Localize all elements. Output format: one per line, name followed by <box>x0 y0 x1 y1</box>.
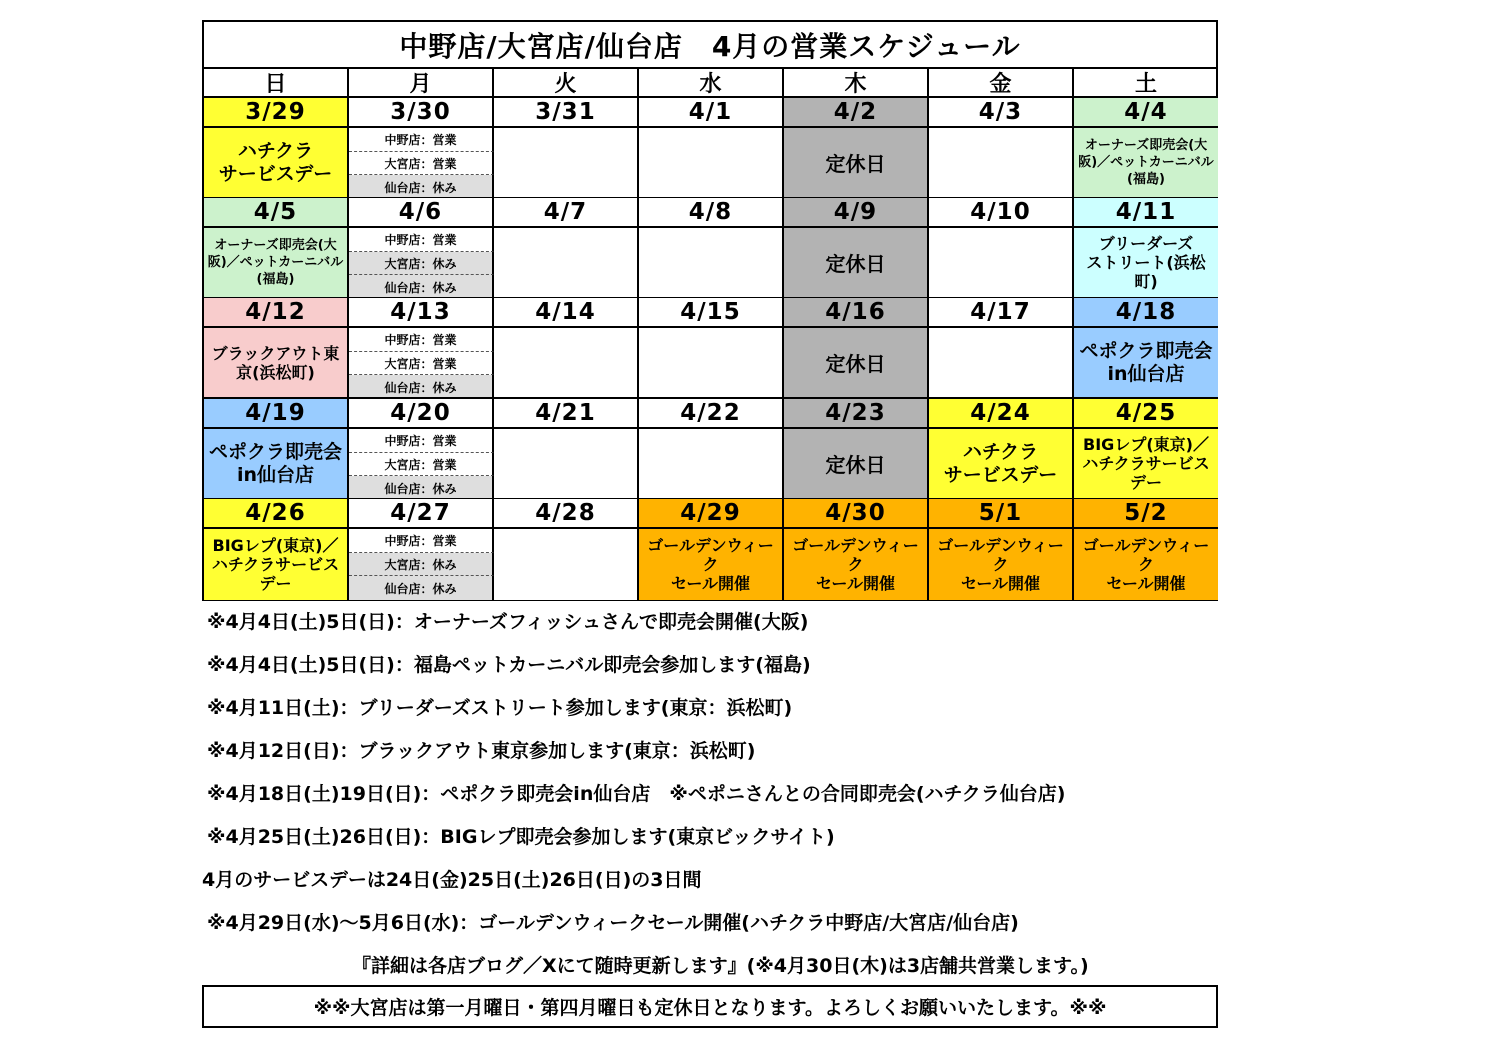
store-status: 仙台店：休み <box>349 375 494 399</box>
date-cell: 4/9 <box>784 198 929 228</box>
day-body <box>929 128 1074 199</box>
date-cell: 4/18 <box>1074 298 1218 328</box>
note-line: ※4月12日(日)：ブラックアウト東京参加します(東京：浜松町) <box>207 740 756 762</box>
event-label: ゴールデンウィーク セール開催 <box>792 536 919 593</box>
event-label: オーナーズ即売会(大阪)／ペットカーニバル(福島) <box>1078 138 1214 187</box>
date-cell: 4/23 <box>784 399 929 429</box>
day-body <box>639 328 784 399</box>
note-line: ※4月4日(土)5日(日)：福島ペットカーニバル即売会参加します(福島) <box>207 654 811 676</box>
event-label: ブラックアウト東京(浜松町) <box>211 343 340 382</box>
day-body <box>204 128 349 199</box>
event-label: ゴールデンウィーク セール開催 <box>1082 536 1210 593</box>
day-body <box>204 529 349 600</box>
date-cell: 4/11 <box>1074 198 1218 228</box>
date-cell: 4/25 <box>1074 399 1218 429</box>
store-status: 大宮店：休み <box>349 553 494 576</box>
store-status: 中野店：営業 <box>349 128 494 152</box>
date-cell: 4/16 <box>784 298 929 328</box>
date-cell: 4/8 <box>639 198 784 228</box>
note-update-info: 『詳細は各店ブログ／Xにて随時更新します』(※4月30日(木)は3店舗共営業します。) <box>352 955 1089 977</box>
day-body <box>639 228 784 299</box>
date-cell: 4/20 <box>349 399 494 429</box>
date-cell: 3/29 <box>204 98 349 128</box>
store-status: 中野店：営業 <box>349 429 494 453</box>
date-cell: 4/15 <box>639 298 784 328</box>
event-label: ブリーダーズ ストリート(浜松町) <box>1086 234 1206 291</box>
date-cell: 3/30 <box>349 98 494 128</box>
closed-day-label: 定休日 <box>825 352 886 376</box>
day-body <box>1074 328 1218 399</box>
footer-notice: ※※大宮店は第一月曜日・第四月曜日も定休日となります。よろしくお願いいたします。※※ <box>202 985 1218 1028</box>
date-cell: 4/24 <box>929 399 1074 429</box>
day-body <box>1074 228 1218 299</box>
weekday-header: 火 <box>494 69 639 98</box>
date-cell: 4/4 <box>1074 98 1218 128</box>
store-status: 仙台店：休み <box>349 175 494 199</box>
date-cell: 4/7 <box>494 198 639 228</box>
date-cell: 4/19 <box>204 399 349 429</box>
day-body <box>784 429 929 500</box>
date-cell: 4/26 <box>204 499 349 529</box>
date-cell: 4/14 <box>494 298 639 328</box>
store-status: 仙台店：休み <box>349 576 494 600</box>
date-cell: 4/13 <box>349 298 494 328</box>
store-status: 中野店：営業 <box>349 328 494 352</box>
day-body <box>784 128 929 199</box>
event-label: BIGレプ(東京)／ハチクラサービスデー <box>1082 435 1210 492</box>
day-body <box>204 429 349 500</box>
note-line: ※4月29日(水)～5月6日(水)：ゴールデンウィークセール開催(ハチクラ中野店/大宮店/仙台店) <box>207 912 1019 934</box>
day-body <box>204 328 349 399</box>
schedule-table <box>202 20 1218 601</box>
note-line: 4月のサービスデーは24日(金)25日(土)26日(日)の3日間 <box>202 869 702 891</box>
date-cell: 3/31 <box>494 98 639 128</box>
note-line: ※4月4日(土)5日(日)：オーナーズフィッシュさんで即売会開催(大阪) <box>207 611 809 633</box>
day-body <box>494 328 639 399</box>
note-line: ※4月11日(土)：ブリーダーズストリート参加します(東京：浜松町) <box>207 697 793 719</box>
day-body <box>929 328 1074 399</box>
event-label: オーナーズ即売会(大阪)／ペットカーニバル(福島) <box>207 238 344 287</box>
store-status: 大宮店：休み <box>349 252 494 275</box>
date-cell: 4/12 <box>204 298 349 328</box>
weekday-header: 日 <box>204 69 349 98</box>
day-body <box>1074 529 1218 600</box>
date-cell: 4/1 <box>639 98 784 128</box>
date-cell: 5/2 <box>1074 499 1218 529</box>
day-body <box>784 328 929 399</box>
day-body <box>929 228 1074 299</box>
note-line: ※4月25日(土)26日(日)：BIGレプ即売会参加します(東京ビックサイト) <box>207 826 835 848</box>
store-status: 仙台店：休み <box>349 275 494 299</box>
weekday-header: 水 <box>639 69 784 98</box>
day-body <box>784 228 929 299</box>
event-label: ハチクラ サービスデー <box>943 440 1058 486</box>
day-body <box>1074 128 1218 199</box>
weekday-header: 土 <box>1074 69 1218 98</box>
date-cell: 4/21 <box>494 399 639 429</box>
date-cell: 4/6 <box>349 198 494 228</box>
closed-day-label: 定休日 <box>825 453 886 477</box>
event-label: ゴールデンウィーク セール開催 <box>937 536 1064 593</box>
day-body <box>494 228 639 299</box>
page-title: 中野店/大宮店/仙台店 4月の営業スケジュール <box>204 22 1216 69</box>
event-label: ハチクラ サービスデー <box>218 139 333 185</box>
store-status: 中野店：営業 <box>349 228 494 252</box>
store-status: 大宮店：営業 <box>349 152 494 175</box>
weekday-header: 月 <box>349 69 494 98</box>
store-status: 大宮店：営業 <box>349 453 494 476</box>
date-cell: 4/3 <box>929 98 1074 128</box>
date-cell: 4/27 <box>349 499 494 529</box>
date-cell: 4/17 <box>929 298 1074 328</box>
event-label: ペポクラ即売会 in仙台店 <box>208 440 342 486</box>
day-body <box>929 429 1074 500</box>
date-cell: 4/22 <box>639 399 784 429</box>
closed-day-label: 定休日 <box>825 152 886 176</box>
day-body <box>929 529 1074 600</box>
weekday-header: 木 <box>784 69 929 98</box>
store-status: 大宮店：営業 <box>349 352 494 375</box>
date-cell: 5/1 <box>929 499 1074 529</box>
day-body <box>784 529 929 600</box>
weekday-header: 金 <box>929 69 1074 98</box>
day-body <box>494 429 639 500</box>
note-line: ※4月18日(土)19日(日)：ペポクラ即売会in仙台店 ※ペポニさんとの合同即売会(ハチクラ仙台店) <box>207 783 1066 805</box>
date-cell: 4/2 <box>784 98 929 128</box>
day-body <box>1074 429 1218 500</box>
day-body <box>639 429 784 500</box>
event-label: ゴールデンウィーク セール開催 <box>647 536 774 593</box>
date-cell: 4/10 <box>929 198 1074 228</box>
date-cell: 4/5 <box>204 198 349 228</box>
day-body <box>639 128 784 199</box>
event-label: BIGレプ(東京)／ハチクラサービスデー <box>211 536 340 593</box>
date-cell: 4/29 <box>639 499 784 529</box>
day-body <box>494 128 639 199</box>
date-cell: 4/30 <box>784 499 929 529</box>
event-label: ペポクラ即売会 in仙台店 <box>1079 339 1213 385</box>
closed-day-label: 定休日 <box>825 252 886 276</box>
day-body <box>639 529 784 600</box>
store-status: 中野店：営業 <box>349 529 494 553</box>
day-body <box>204 228 349 299</box>
date-cell: 4/28 <box>494 499 639 529</box>
store-status: 仙台店：休み <box>349 476 494 500</box>
day-body <box>494 529 639 600</box>
